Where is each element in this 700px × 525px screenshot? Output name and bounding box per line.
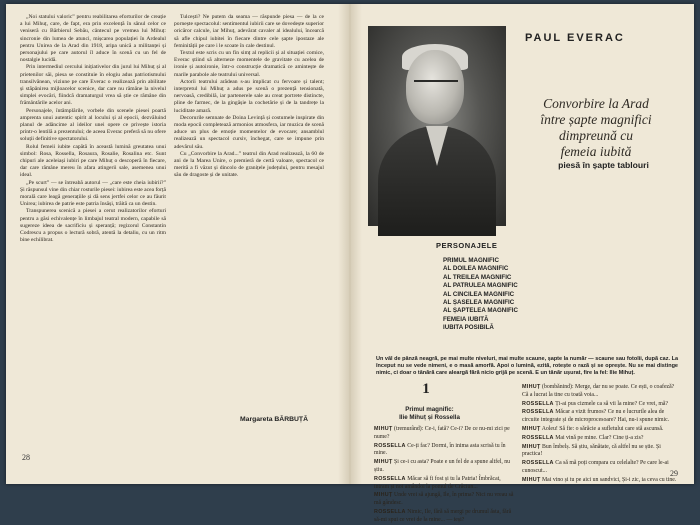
paragraph: Prin intermediul cercului inițiativelor din jurul lui Mihuț și al prietenilor săi, piesa se constituie în elogiu adus patriotismului transilvănean, viziune pe care Everac o realizează prin abilitate și stăpânirea mijloacelor scenice, dar care nu rămâne la nivelul simplei evocări, fiindcă dramaturgul vrea să știe ce rămâne din frământările acelor ani. [20,64,166,107]
dialogue-line: ROSSELLA Ți-ai pus cizmele ca să vii la mine? Ce vrei, mă? [522,400,669,407]
dialogue-line: ROSSELLA Ca să mă poți compara cu celelalte? Pe care le-ai cunoscut... [522,460,669,474]
character-item: AL PATRULEA MAGNIFIC [443,282,518,290]
book-gutter [338,4,362,484]
dialogue-line: ROSSELLA Nimic, Ile, fără să mergi pe drumul ăsta, fără să-mi spui ce vrei de la mine... — ieși? [374,508,512,523]
scene-heading: Primul magnific: Ilie Mihuț și Rossella [399,406,460,421]
dialogue-line: MIHUȚ Unde vrei să ajungă, Ile, în prima? Nici nu vreau să mă gândesc. [374,492,514,507]
speaker-name: MIHUȚ [374,426,393,432]
dialogue-line: ROSSELLA Mai vină pe mine. Clar? Cine ți-a zis? [522,434,644,441]
left-page-number: 28 [22,453,30,462]
paragraph: Transpunerea scenică a piesei a cerut realizatorilor eforturi pentru a găsi echivalențe în limbajul teatral modern, capabile să sugereze ideea de sacrificiu și speranță; regizorul Constantin Codrescu a propus o lectură sobră, atentă la detaliu, cu un ritm bine echilibrat. [20,208,166,244]
dialogue-line: ROSSELLA Măcar a vizit frumos? Ce nu e lucrurile alea de circuite integrate și de microprocesoare? Hai, nu-i spune nimic. [522,409,670,424]
speaker-name: ROSSELLA [522,400,554,407]
speaker-name: ROSSELLA [374,442,406,449]
speaker-name: ROSSELLA [522,434,554,441]
dialogue-column-left [374,426,514,523]
speaker-name: MIHUȚ [522,476,541,483]
left-article-column-1 [20,14,166,414]
character-item: AL ȘASELEA MAGNIFIC [443,299,515,307]
paragraph: Decorurile semnate de Doina Levință și costumele inspirate din moda epocii completează armonios atmosfera, iar muzica de scenă aduce un plus de emoție momentelor de evocare; ansamblul realizează un spectacol cursiv, închegat, care se impune prin adevărul său. [174,114,324,150]
characters-heading: PERSONAJELE [436,241,498,250]
right-page-number: 29 [670,469,678,478]
dialogue-line: MIHUȚ (bombănind): Merge, dar nu se poate. Ce ești, o coafeză? Că a lucrat la tine cu toată voia... [522,384,675,398]
dialogue-line: ROSSELLA Ce-ți fac? Dormi, în inima asta scrisă tu în mine. [374,442,506,457]
paragraph: Rolul femeii iubite capătă în această lumină greutatea unui simbol: Rosa, Rossella, Rosaura, Rosalie, Rosalina etc. Sunt chipuri ale aceleiași iubiri pe care Mihuț o descoperă în fiecare, dar care rămâne mereu în afara atingerii sale, asemenea unui ideal. [20,143,166,179]
dialogue-line: MIHUȚ (tremurând): Ce-i, fată? Ce-i? De ce nu-mi zici pe nume? [374,426,510,440]
play-subtitle: piesă în șapte tablouri [558,160,649,170]
character-item: AL DOILEA MAGNIFIC [443,265,509,273]
speaker-name: MIHUȚ [374,492,393,499]
left-article-column-2 [174,14,324,410]
article-signature: Margareta BĂRBUȚĂ [240,416,308,423]
character-item: AL ȘAPTELEA MAGNIFIC [443,307,518,315]
speaker-name: ROSSELLA [522,460,554,467]
paragraph: „Noi statului valoric” pentru reabilitarea eforturilor de creație a lui Mihuț, care, de fapt, era prin excelență în sânul celor ce veniseră cu Bărbierul Sebău, cântecul pe vremea lui Mihuț: sincronie din lumea de atunci, mișcarea populației în Ardealul pentru Unirea de la Arad din 1918, aripa unică a militanței și personajului pe care autorul îl aduce în scenă cu un fel de nostalgie lucidă. [20,14,166,64]
characters-list [443,257,518,333]
character-item: PRIMUL MAGNIFIC [443,257,499,264]
scene-number: 1 [422,381,430,397]
speaker-name: MIHUȚ [522,384,541,390]
character-item: AL TREILEA MAGNIFIC [443,273,512,281]
play-title: Convorbire la Arad între șapte magnifici dimpreună cu femeia iubită [540,96,652,159]
author-name: PAUL EVERAC [525,32,625,44]
paragraph: Tulcești? Ne putem da seama — răspunde piesa — de la ce pornește spectacolul: sentimentul iubirii care se dovedește superior oricăror calcule, iar Mihuț, adevărat cavaler al idealului, încearcă să afle chipul iubitei în fiecare dintre cele șapte ipostaze ale feminității pe care i le scoate în cale destinul. [174,14,324,49]
paragraph: Cu „Convorbire la Arad...” teatrul din Arad realizează, la 60 de ani de la Marea Unire, o premieră de certă valoare, spectacol ce merită a fi văzut și dincolo de granițele județului, pentru mesajul său de dragoste și de unitate. [174,150,324,179]
speaker-name: ROSSELLA [374,508,406,515]
author-portrait-photo [368,26,506,226]
paragraph: Textul este scris cu un fin simț al replicii și al situației comice, Everac știind să alterneze momentele de gravitate cu acelea de ironie și autoironie, într-o construcție dramatică ce amintește de marile parabole ale teatrului universal. [174,50,324,78]
dialogue-line: MIHUȚ Și ce-i cu asta? Poate e un fel de a spune altfel, nu știu. [374,459,511,473]
dialogue-line: ROSSELLA Măcar să fi fost și tu la Patria! Îmbrăcat, intram și noi amândoi la pomul de Crăciun... [374,475,501,490]
speaker-name: ROSSELLA [522,409,554,416]
magazine-spread [6,4,694,523]
speaker-name: MIHUȚ [374,459,393,466]
stage-direction: Un vâl de pânză neagră, pe mai multe niveluri, mai multe scaune, șapte la număr — scaune sau fotolii, după caz. La început nu se vede nimeni, e o masă amorfă. Apoi o lumină, ezită, rotește o rază și se oprește. Nu se mai distinge nimic, ci doar o tânără care aleargă fără nicio grijă pe scenă. E un tânăr ușurat, fire la fel: Ilie Mihuț. [376,356,678,376]
dialogue-line: MIHUȚ Aoleu! Să fie: o sărăcie a sufletului care stă ascunsă. [522,425,664,432]
character-item: AL CINCILEA MAGNIFIC [443,290,515,298]
paragraph: „Pe scurt” — se întreabă autorul — „care este cheia iubirii?” Și răspunsul vine din chiar rosturile piesei: iubirea este acea forță morală care leagă generațiile și dă sens jertfei celor ce au făurit Unirea; iubirea de patrie este patria însăși, trăită ca un destin. [20,179,167,208]
speaker-name: ROSSELLA [374,475,406,482]
dialogue-line: MIHUȚ Bun îmbelș. Să știu, sănătate, că altfel nu se știe. Și practica! [522,443,661,458]
speaker-name: MIHUȚ [522,425,541,432]
paragraph: Personajele, întâmplările, vorbele din scenele piesei poartă amprenta unui autentic spirit al locului și al epocii, dezvăluind planul de adâncime al ideilor unei opere ce privește istoria printr-o lentilă a prezentului; de aceea Everac preferă să nu ofere soluții definitive spectatorului. [20,107,166,143]
character-item: IUBITA POSIBILĂ [443,324,494,332]
paragraph: Actorii teatrului arădean s-au implicat cu fervoare și talent; interpretul lui Mihuț a adus pe scenă o prezență tensionată, nervoasă, credibilă, iar partenerele sale au creat portrete distincte, pline de farmec, de la gingășie la cochetărie și de la tandrețe la luciditate amară. [174,78,324,114]
speaker-name: MIHUȚ [522,443,541,450]
dialogue-line: MIHUȚ Mai vino și tu pe aici un sandvici, Și-i zic, ia ceva cu tine. [522,476,677,483]
character-item: FEMEIA IUBITĂ [443,315,489,323]
